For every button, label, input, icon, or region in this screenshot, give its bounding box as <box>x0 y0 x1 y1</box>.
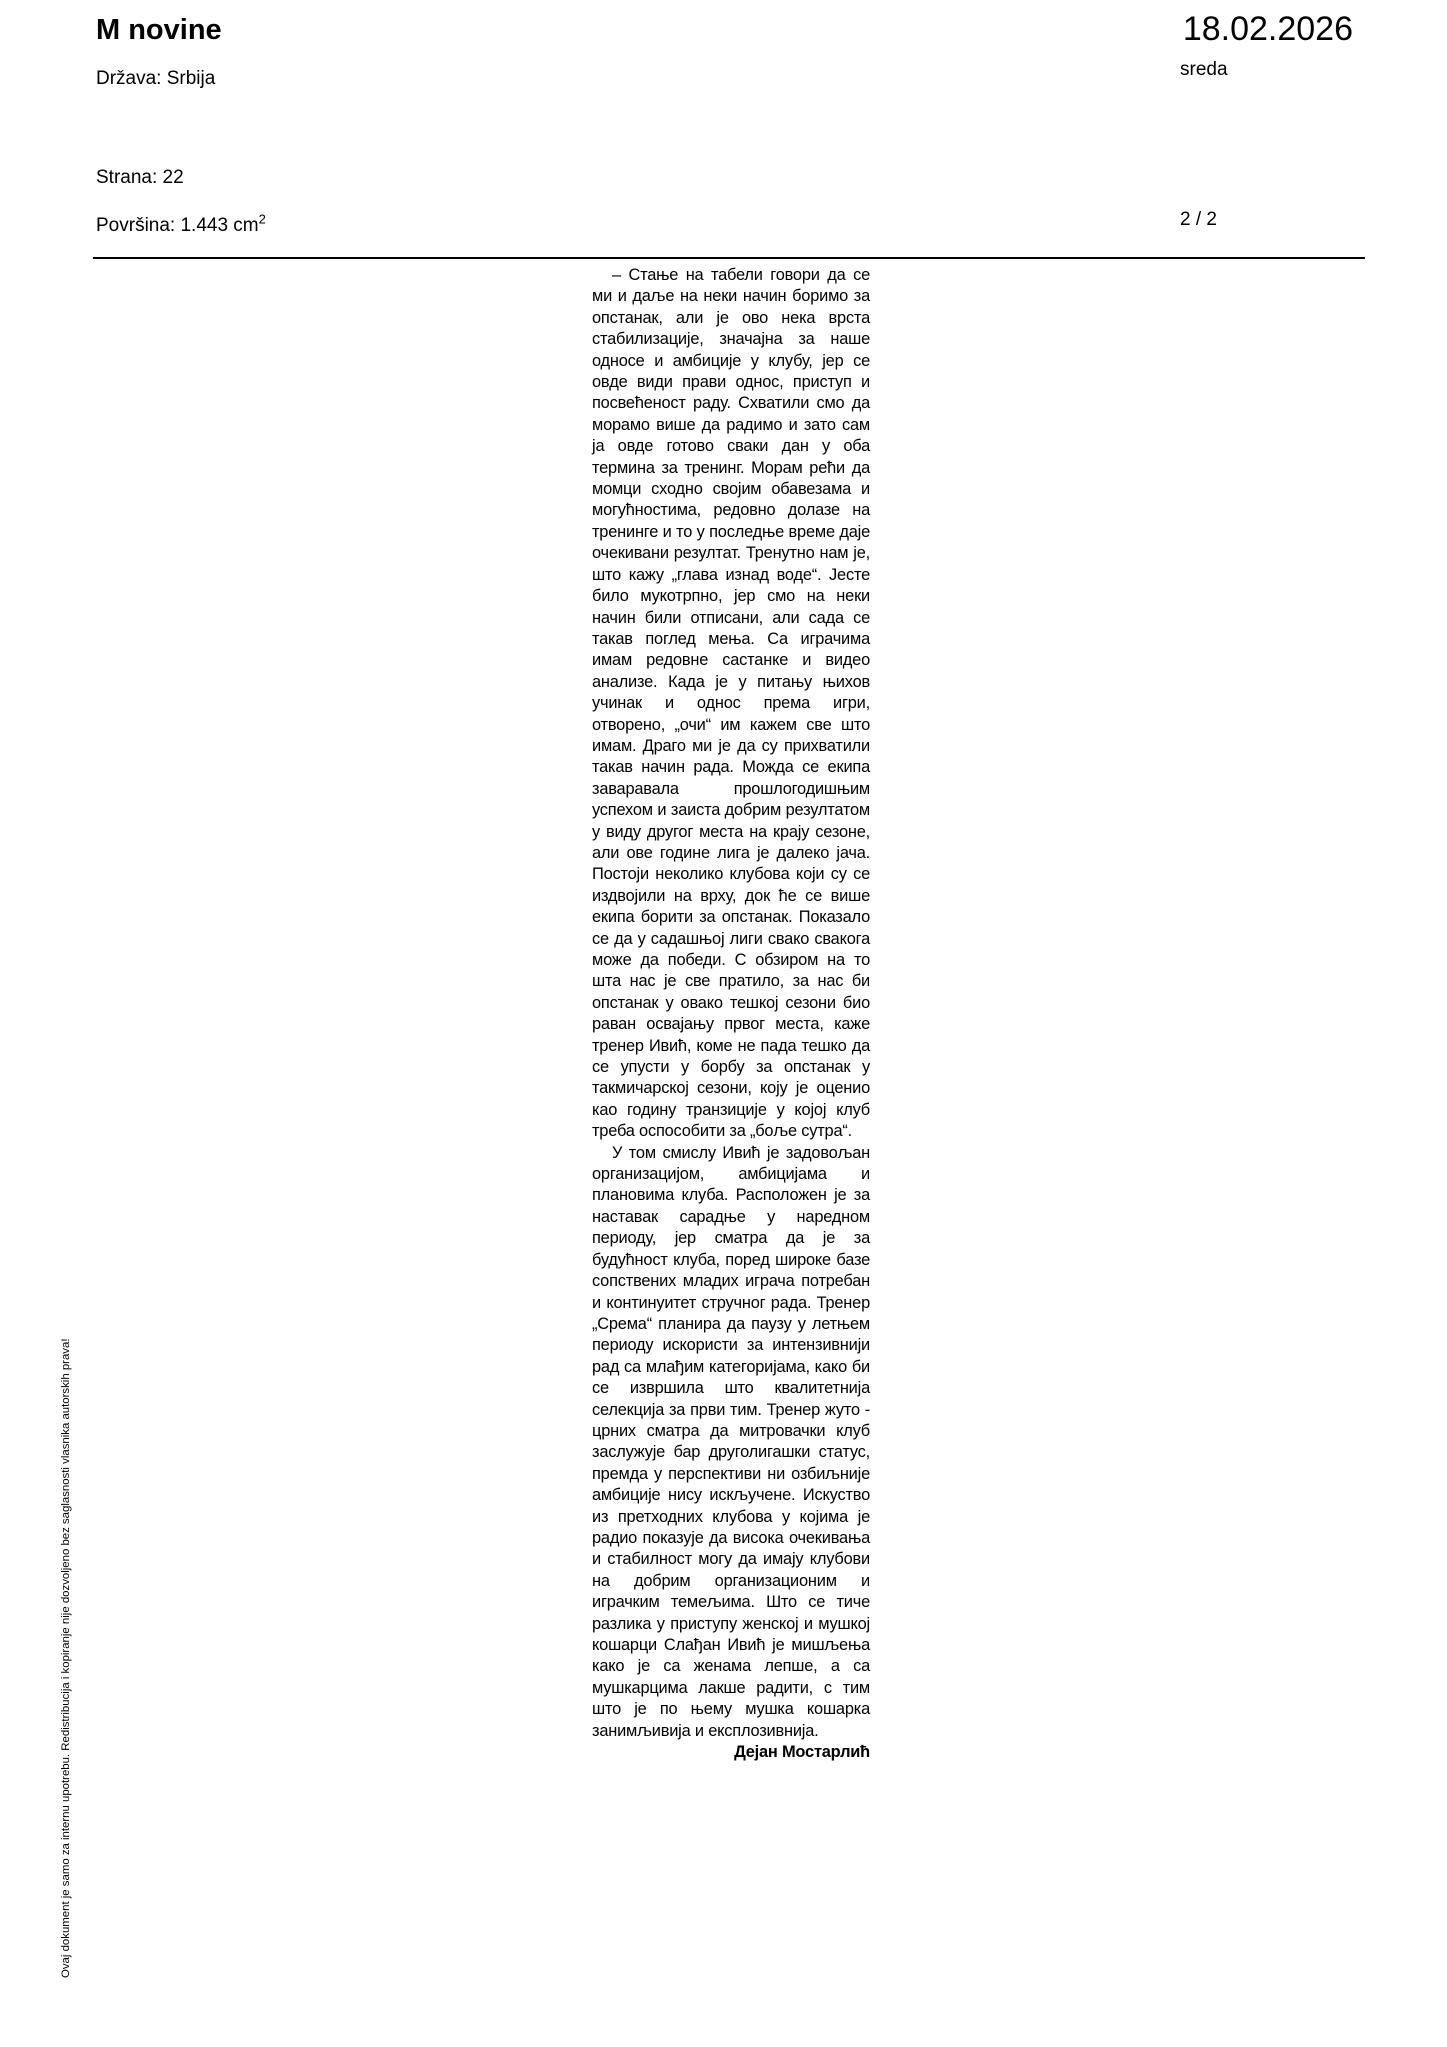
area-value: Površina: 1.443 cm <box>96 215 259 236</box>
page-number: Strana: 22 <box>96 167 184 188</box>
copyright-side-note: Ovaj dokument je samo za internu upotrebu. Redistribucija i kopiranje nije dozvoljeno bez saglasnosti vlasnika autorskih prava! <box>60 1338 72 1978</box>
article-author: Дејан Мостарлић <box>734 1743 870 1762</box>
weekday-label: sreda <box>1180 59 1228 80</box>
publication-date: 18.02.2026 <box>1182 10 1353 48</box>
country-label: Država: Srbija <box>96 68 216 89</box>
page-count: 2 / 2 <box>1180 209 1217 230</box>
area-label <box>96 211 266 237</box>
article-paragraph-2: У том смислу Ивић је задовољан организацијом, амбицијама и плановима клуба. Расположен је за наставак сарадње у наредном периоду, јер сматра да је за будућност клуба, поред широке базе сопствених младих играча потребан и континуитет стручног рада. Тренер „Срема“ планира да паузу у летњем периоду искористи за интензивнији рад са млађим категоријама, како би се извршила што квалитетнија селекција за први тим. Тренер жуто - црних сматра да митровачки клуб заслужује бар друголигашки статус, премда у перспективи ни озбиљније амбиције нису искључене. Искуство из претходних клубова у којима је радио показује да висока очекивања и стабилност могу да имају клубови на добрим организационим и играчким темељима. Што се тиче разлика у приступу женској и мушкој кошарци Слађан Ивић је мишљења како је са женама лепше, а са мушкарцима лакше радити, с тим што је по њему мушка кошарка занимљивија и експлозивнија. <box>592 1143 870 1740</box>
article-column <box>592 265 870 1763</box>
header-divider <box>93 257 1365 259</box>
article-paragraph-1: – Стање на табели говори да се ми и даље на неки начин боримо за опстанак, али је ово нека врста стабилизације, значајна за наше односе и амбиције у клубу, јер се овде види прави однос, приступ и посвећеност раду. Схватили смо да морамо више да радимо и зато сам ја овде готово сваки дан у оба термина за тренинг. Морам рећи да момци сходно својим обавезама и могућностима, редовно долазе на тренинге и то у последње време даје очекивани резултат. Тренутно нам је, што кажу „глава изнад воде“. Јесте било мукотрпно, јер смо на неки начин били отписани, али сада се такав поглед мења. Са играчима имам редовне састанке и видео анализе. Када је у питању њихов учинак и однос према игри, отворено, „очи“ им кажем све што имам. Драго ми је да су прихватили такав начин рада. Можда се екипа заваравала прошлогодишњим успехом и заиста добрим резултатом у виду другог места на крају сезоне, али ове године лига је далеко јача. Постоји неколико клубова који су се издвојили на врху, док ће се више екипа борити за опстанак. Показало се да у садашњој лиги свако свакога може да победи. С обзиром на то шта нас је све пратило, за нас би опстанак у овако тешкој сезони био раван освајању првог места, каже тренер Ивић, коме не пада тешко да се упусти у борбу за опстанак у такмичарској сезони, коју је оценио као годину транзиције у којој клуб треба оспособити за „боље сутра“. <box>592 266 870 1141</box>
area-unit-superscript: 2 <box>258 211 266 227</box>
publication-name: M novine <box>96 14 222 46</box>
